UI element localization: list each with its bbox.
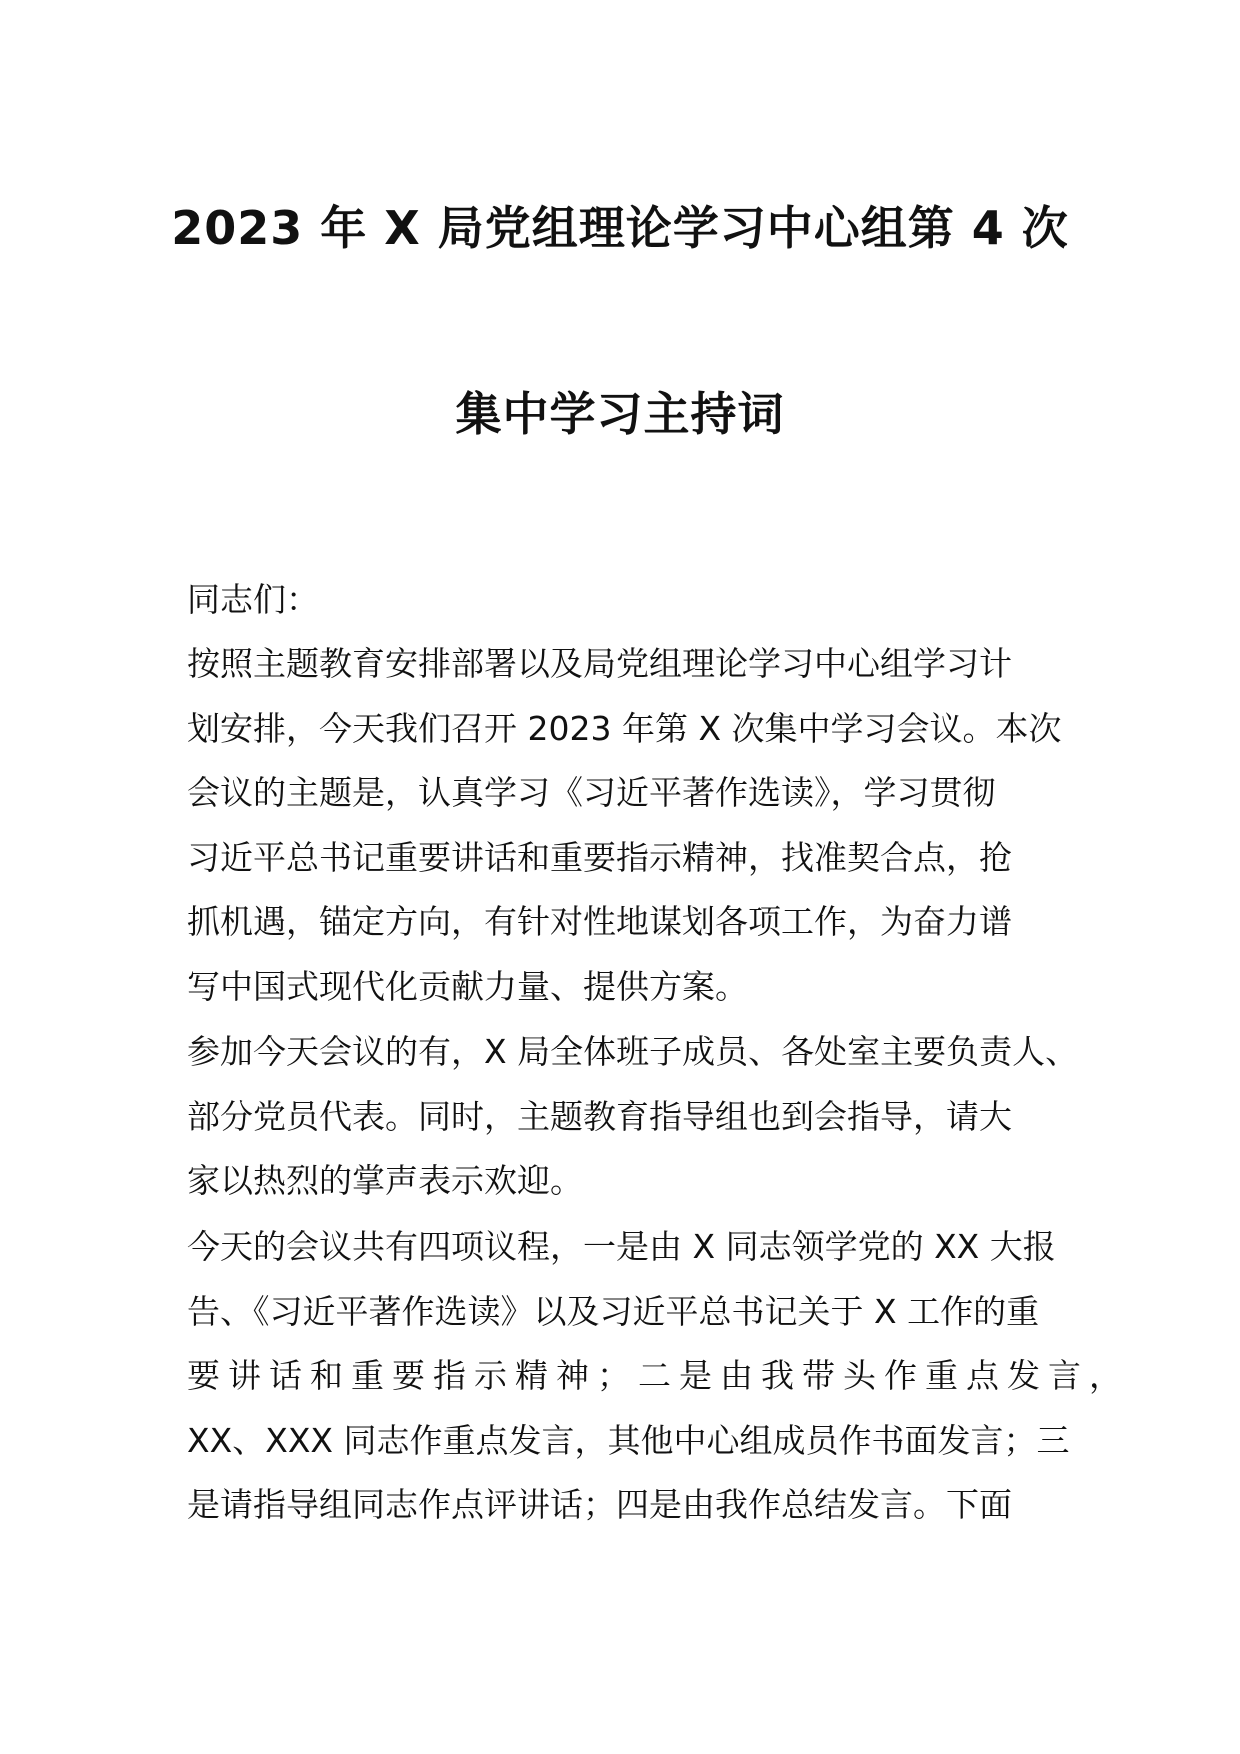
paragraph-line: 参加今天会议的有，X 局全体班子成员、各处室主要负责人、 bbox=[187, 1032, 1079, 1071]
paragraph-line: 抓机遇，锚定方向，有针对性地谋划各项工作，为奋力谱 bbox=[187, 902, 1012, 941]
paragraph-line: 告、《习近平著作选读》以及习近平总书记关于 X 工作的重 bbox=[187, 1291, 1040, 1331]
paragraph-line: 部分党员代表。同时，主题教育指导组也到会指导，请大 bbox=[187, 1096, 1012, 1136]
paragraph-line: 习近平总书记重要讲话和重要指示精神，找准契合点，抢 bbox=[187, 837, 1012, 877]
paragraph-line: 要讲话和重要指示精神；二是由我带头作重点发言， bbox=[187, 1356, 1130, 1395]
paragraph-line: 家以热烈的掌声表示欢迎。 bbox=[187, 1161, 583, 1200]
paragraph-line: 划安排，今天我们召开 2023 年第 X 次集中学习会议。本次 bbox=[187, 708, 1062, 748]
paragraph-1 bbox=[187, 640, 1067, 1027]
document-title-line-2: 集中学习主持词 bbox=[455, 387, 785, 441]
paragraph-line: 今天的会议共有四项议程，一是由 X 同志领学党的 XX 大报 bbox=[187, 1227, 1056, 1266]
document-title-line-1: 2023 年 X 局党组理论学习中心组第 4 次 bbox=[171, 201, 1069, 255]
paragraph-line: XX、XXX 同志作重点发言，其他中心组成员作书面发言；三 bbox=[187, 1420, 1070, 1460]
paragraph-line: 写中国式现代化贡献力量、提供方案。 bbox=[187, 966, 748, 1006]
paragraph-line: 是请指导组同志作点评讲话；四是由我作总结发言。下面 bbox=[187, 1485, 1012, 1524]
paragraph-3 bbox=[187, 1223, 1130, 1546]
paragraph-2 bbox=[187, 1028, 1079, 1222]
paragraph-line: 按照主题教育安排部署以及局党组理论学习中心组学习计 bbox=[187, 644, 1012, 683]
salutation: 同志们： bbox=[187, 580, 319, 619]
paragraph-line: 会议的主题是，认真学习《习近平著作选读》，学习贯彻 bbox=[187, 773, 996, 812]
